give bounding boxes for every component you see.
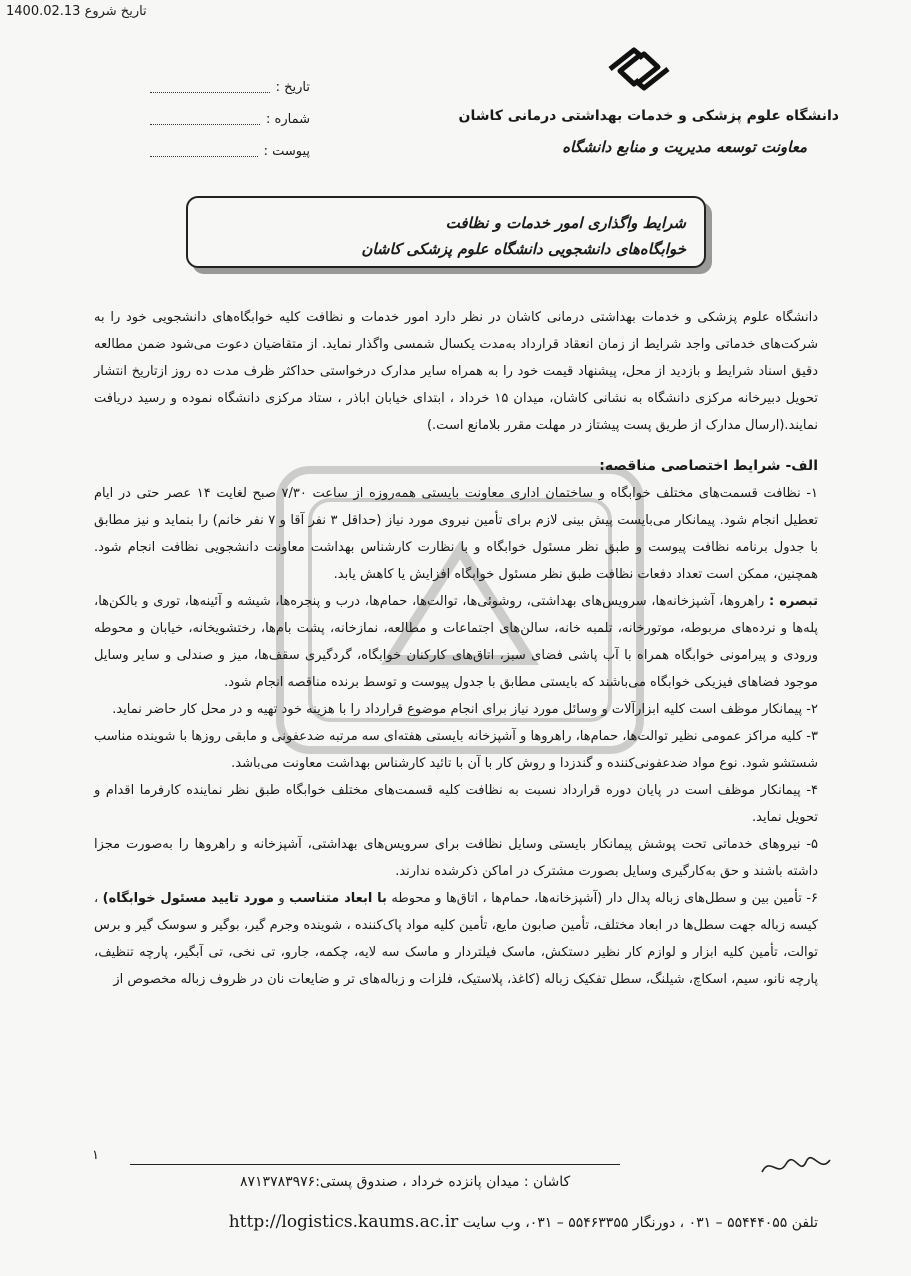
- clause-6-part-e: ، کیسه زباله جهت سطل‌ها در ابعاد مختلف، تأمین صابون مایع، تأمین کلیه مواد پاک‌کننده ، شوینده وجرم گیر، بوگیر و سوسک گیر و برس توالت، تأمین کلیه ابزار و لوازم کار نظیر دستکش، ماسک فیلتردار و ماسک سه لایه، چکمه، جارو، تی نخی، تی آبگیر، پارچه تنظیف، پارچه نانو، سیم، اسکاچ، شیلنگ، سطل تفکیک زباله (کاغذ، پلاستیک، فلزات و زباله‌های تر و ضایعات نان در ظروف زباله مخصوص از: [94, 891, 818, 987]
- date-field: [150, 80, 310, 95]
- intro-paragraph: دانشگاه علوم پزشکی و خدمات بهداشتی درمانی کاشان در نظر دارد امور خدمات و نظافت کلیه خوابگاه‌های دانشجویی خود را به شرکت‌های خدماتی واجد شرایط از زمان انعقاد قرارداد به‌مدت یکسال شمسی واگذار نماید. از متقاضیان دعوت می‌شود ضمن مطالعه دقیق اسناد شرایط و بازدید از محل، پیشنهاد قیمت خود را به همراه سایر مدارک درخواستی حداکثر ظرف مدت ده روز ازتاریخ انتشار تحویل دبیرخانه مرکزی دانشگاه به نشانی کاشان، میدان ۱۵ خرداد ، ابتدای خیابان اباذر ، ستاد مرکزی دانشگاه نموده و رسید دریافت نمایند.(ارسال مدارک از طریق پست پیشتاز در مهلت مقرر بلامانع است.): [94, 310, 818, 433]
- clause-4: ۴- پیمانکار موظف است در پایان دوره قرارداد نسبت به نظافت کلیه قسمت‌های مختلف خوابگاه طبق نظر نماینده کارفرما اقدام و تحویل نماید.: [94, 783, 818, 825]
- note-text: راهروها، آشپزخانه‌ها، سرویس‌های بهداشتی، روشوئی‌ها، توالت‌ها، حمام‌ها، درب و پنجره‌ها، شیشه و آئینه‌ها، توری و بالکن‌ها، پله‌ها و نرده‌های مربوطه، موتورخانه، تلمبه خانه، سالن‌های اجتماعات و مطالعه، نمازخانه، پشت بام‌ها، رختشویخانه، خیابان و محوطه ورودی و پیرامونی خوابگاه همراه با آب پاشی فضای سبز، اتاق‌های کارکنان خوابگاه، گردگیری سقف‌ها، میز و صندلی و سایر وسایل موجود فضاهای فیزیکی خوابگاه می‌باشند که بایستی مطابق با جدول پیوست و توسط برنده مناقصه انجام شود.: [94, 594, 818, 690]
- clause-2: ۲- پیمانکار موظف است کلیه ابزارآلات و وسائل مورد نیاز برای انجام موضوع قرارداد را با هزینه خود تهیه و در محل کار حاضر نماید.: [112, 702, 818, 717]
- signature-icon: [760, 1152, 832, 1180]
- university-logo-icon: [604, 46, 674, 92]
- footer-divider: [130, 1164, 620, 1165]
- clause-5: ۵- نیروهای خدماتی تحت پوشش پیمانکار بایستی وسایل نظافت برای سرویس‌های بهداشتی، آشپزخانه و راهروها را به‌صورت مجزا داشته باشند و حق به‌کارگیری وسایل بصورت مشترک در اماکن ذکرشده ندارند.: [94, 837, 818, 879]
- number-label: شماره :: [266, 112, 310, 127]
- website-link[interactable]: http://logistics.kaums.ac.ir: [228, 1212, 459, 1232]
- title-line-2: خوابگاه‌های دانشجویی دانشگاه علوم پزشکی کاشان: [361, 240, 686, 258]
- number-field: [150, 112, 310, 127]
- attachment-label: پیوست :: [263, 144, 310, 159]
- note-label: تبصره :: [769, 594, 818, 609]
- department-name: معاونت توسعه مدیریت و منابع دانشگاه: [562, 138, 807, 156]
- title-line-1: شرایط واگذاری امور خدمات و نظافت: [445, 214, 686, 232]
- date-label: تاریخ :: [275, 80, 310, 95]
- clause-6-part-c: و: [273, 891, 290, 906]
- footer-address: کاشان : میدان پانزده خرداد ، صندوق پستی:۸۷۱۳۷۸۳۹۷۶: [240, 1174, 571, 1190]
- clause-1: ۱- نظافت قسمت‌های مختلف خوابگاه و ساختمان اداری معاونت بایستی همه‌روزه از ساعت ۷/۳۰ صبح لغایت ۱۴ عصر حتی در ایام تعطیل انجام شود. پیمانکار می‌بایست پیش بینی لازم برای تأمین نیروی مورد نیاز (حداقل ۳ نفر آقا و ۷ نفر خانم) را بنماید و نیز مطابق با جدول برنامه نظافت پیوست و طبق نظر مسئول خوابگاه و با نظارت کارشناس بهداشت معاونت دانشجویی نظافت انجام شود. همچنین، ممکن است تعداد دفعات نظافت طبق نظر مسئول خوابگاه افزایش یا کاهش یابد.: [94, 486, 819, 582]
- clause-6-part-a: ۶- تأمین بین و سطل‌های زباله پدال دار (آشپزخانه‌ها، حمام‌ها ، اتاق‌ها و محوطه: [386, 891, 818, 906]
- footer-phone-fax: تلفن ۵۵۴۴۴۰۵۵ – ۰۳۱ ، دورنگار ۵۵۴۶۳۳۵۵ – ۰۳۱، وب سایت: [462, 1215, 818, 1231]
- document-body: [94, 304, 818, 993]
- clause-6: [94, 885, 818, 993]
- page-number: ۱: [92, 1148, 99, 1163]
- clause-6-bold-1: با ابعاد متناسب: [289, 891, 387, 906]
- start-date-value: 1400.02.13: [6, 4, 81, 19]
- start-date-label: تاریخ شروع: [84, 4, 147, 19]
- attachment-field: [150, 144, 310, 159]
- footer-contact: [118, 1212, 818, 1232]
- university-name: دانشگاه علوم پزشکی و خدمات بهداشتی درمانی کاشان: [458, 108, 839, 124]
- clause-6-bold-2: مورد تایید مسئول خوابگاه): [102, 891, 274, 906]
- document-title-box: [186, 196, 706, 268]
- start-date-stamp: [6, 4, 147, 19]
- section-heading: الف- شرایط اختصاصی مناقصه:: [599, 458, 818, 474]
- clause-3: ۳- کلیه مراکز عمومی نظیر توالت‌ها، حمام‌ها، راهروها و آشپزخانه بایستی هفته‌ای سه مرتبه ضدعفونی و مابقی روزها با شوینده مناسب شستشو شود. نوع مواد ضدعفونی‌کننده و گندزدا و روش کار با آن با تائید کارشناس بهداشت معاونت می‌باشد.: [93, 729, 818, 771]
- note-paragraph: [94, 588, 818, 696]
